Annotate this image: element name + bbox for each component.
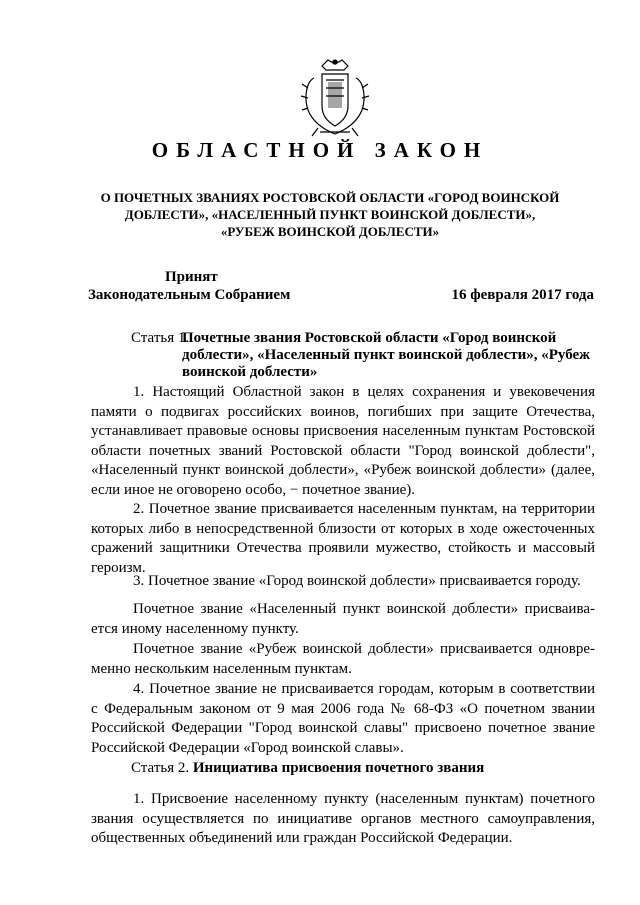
article1-title: Почетные звания Ростовской области «Город воинской доблести», «Населенный пункт воинской доблести», «Рубеж воинской доблести» (182, 330, 591, 380)
adoption-date: 16 февраля 2017 года (451, 287, 594, 303)
article2-title: Инициатива присвоения почетного звания (192, 760, 485, 776)
document-title: ОБЛАСТНОЙ ЗАКОН (151, 138, 489, 162)
article1-label: Статья 1. (131, 330, 190, 346)
article2-paragraph: 1. Присвоение населенному пункту (населенным пунктам) почетного звания осуществляется по инициативе органов местного самоуправления, общественных объединений или граждан Российской Федерации. (91, 791, 595, 847)
article1-heading (91, 330, 595, 381)
document-subtitle: О ПОЧЕТНЫХ ЗВАНИЯХ РОСТОВСКОЙ ОБЛАСТИ «ГОРОД ВОИНСКОЙ ДОБЛЕСТИ», «НАСЕЛЕННЫЙ ПУНКТ ВОИНСКОЙ ДОБЛЕСТИ», «РУБЕЖ ВОИНСКОЙ ДОБЛЕСТИ» (100, 190, 560, 239)
adoption-line2: Законодательным Собранием (88, 287, 291, 303)
coat-of-arms-emblem (300, 58, 370, 140)
article1-paragraph: 2. Почетное звание присваивается населенным пунктам, на территории которых либо в непосредственной близости от которых в ходе ожесточенных сражений защитники Отечества проявили мужество, стойкость и массовый героизм. (91, 501, 595, 576)
adoption-block (88, 268, 290, 304)
article1-paragraph: 1. Настоящий Областной закон в целях сохранения и увековечения памяти о подвигах российских воинов, погибших при защите Отечества, устанавливает правовые основы присвоения населенным пунктам Ростовской области почетных званий Ростовской области "Город воинской доблести", «Населенный пункт воинской доблести», «Рубеж воинской доблести» (далее, если иное не оговорено особо, − почетное звание). (91, 384, 595, 498)
article1-paragraph: Почетное звание «Рубеж воинской доблести» присваивается одновре-менно нескольким населенным пунктам. (91, 641, 595, 677)
article2-label: Статья 2. (131, 760, 190, 776)
article1-paragraph: 4. Почетное звание не присваивается городам, которым в соответствии с Федеральным законом от 9 мая 2006 года № 68-ФЗ «О почетном звании Российской Федерации "Город воинской славы" присвоено почетное звание Российской Федерации «Город воинской славы». (91, 681, 595, 756)
article2-heading (131, 760, 484, 777)
article1-paragraph: Почетное звание «Населенный пункт воинской доблести» присваива-ется иному населенному пункту. (91, 601, 595, 637)
adoption-line1: Принят (165, 269, 218, 285)
article1-paragraph: 3. Почетное звание «Город воинской доблести» присваивается городу. (133, 573, 581, 589)
